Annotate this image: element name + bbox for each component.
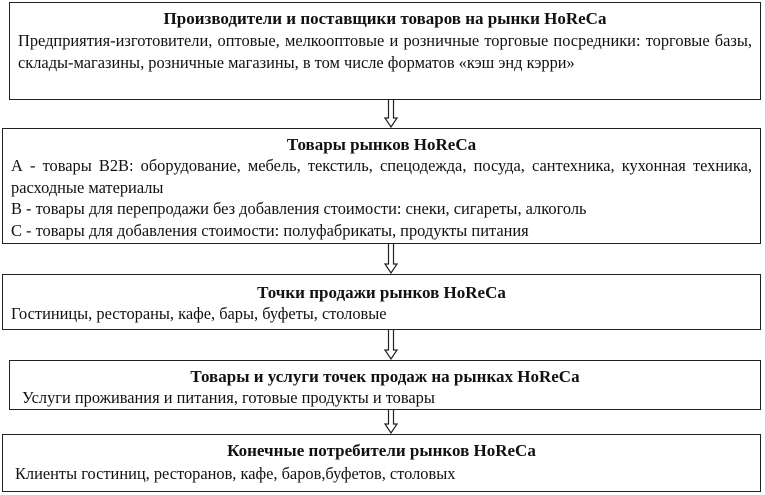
producers-suppliers-box bbox=[9, 2, 761, 100]
producers-suppliers-text: Предприятия-изготовители, оптовые, мелкооптовые и розничные торговые посредники: торговые базы, склады-магазины, розничные магазины, в том числе форматов «кэш энд кэрри» bbox=[18, 31, 752, 72]
flow-arrow-4-icon bbox=[384, 410, 398, 434]
flow-arrow-1-icon bbox=[384, 100, 398, 128]
horeca-goods-title: Товары рынков HoReCa bbox=[286, 135, 477, 154]
horeca-goods-box bbox=[2, 128, 761, 244]
end-consumers-box bbox=[2, 434, 761, 492]
goods-services-text: Услуги проживания и питания, готовые продукты и товары bbox=[22, 388, 435, 407]
goods-services-title: Товары и услуги точек продаж на рынках HoReCa bbox=[190, 367, 580, 386]
points-of-sale-text: Гостиницы, рестораны, кафе, бары, буфеты, столовые bbox=[11, 304, 387, 323]
end-consumers-title: Конечные потребители рынков HoReCa bbox=[227, 441, 536, 460]
end-consumers-text: Клиенты гостиниц, ресторанов, кафе, баров,буфетов, столовых bbox=[15, 464, 456, 483]
points-of-sale-box bbox=[2, 274, 761, 330]
goods-category-a: А - товары В2В: оборудование, мебель, текстиль, спецодежда, посуда, сантехника, кухонная техника, расходные материалы bbox=[11, 156, 752, 197]
points-of-sale-title: Точки продажи рынков HoReCa bbox=[257, 283, 506, 302]
goods-category-b: В - товары для перепродажи без добавления стоимости: снеки, сигареты, алкоголь bbox=[11, 199, 587, 218]
flow-arrow-3-icon bbox=[384, 330, 398, 360]
producers-suppliers-title: Производители и поставщики товаров на рынки HoReCa bbox=[163, 9, 607, 28]
goods-services-box bbox=[9, 360, 761, 410]
goods-category-c: С - товары для добавления стоимости: полуфабрикаты, продукты питания bbox=[11, 220, 529, 240]
flow-arrow-2-icon bbox=[384, 244, 398, 274]
